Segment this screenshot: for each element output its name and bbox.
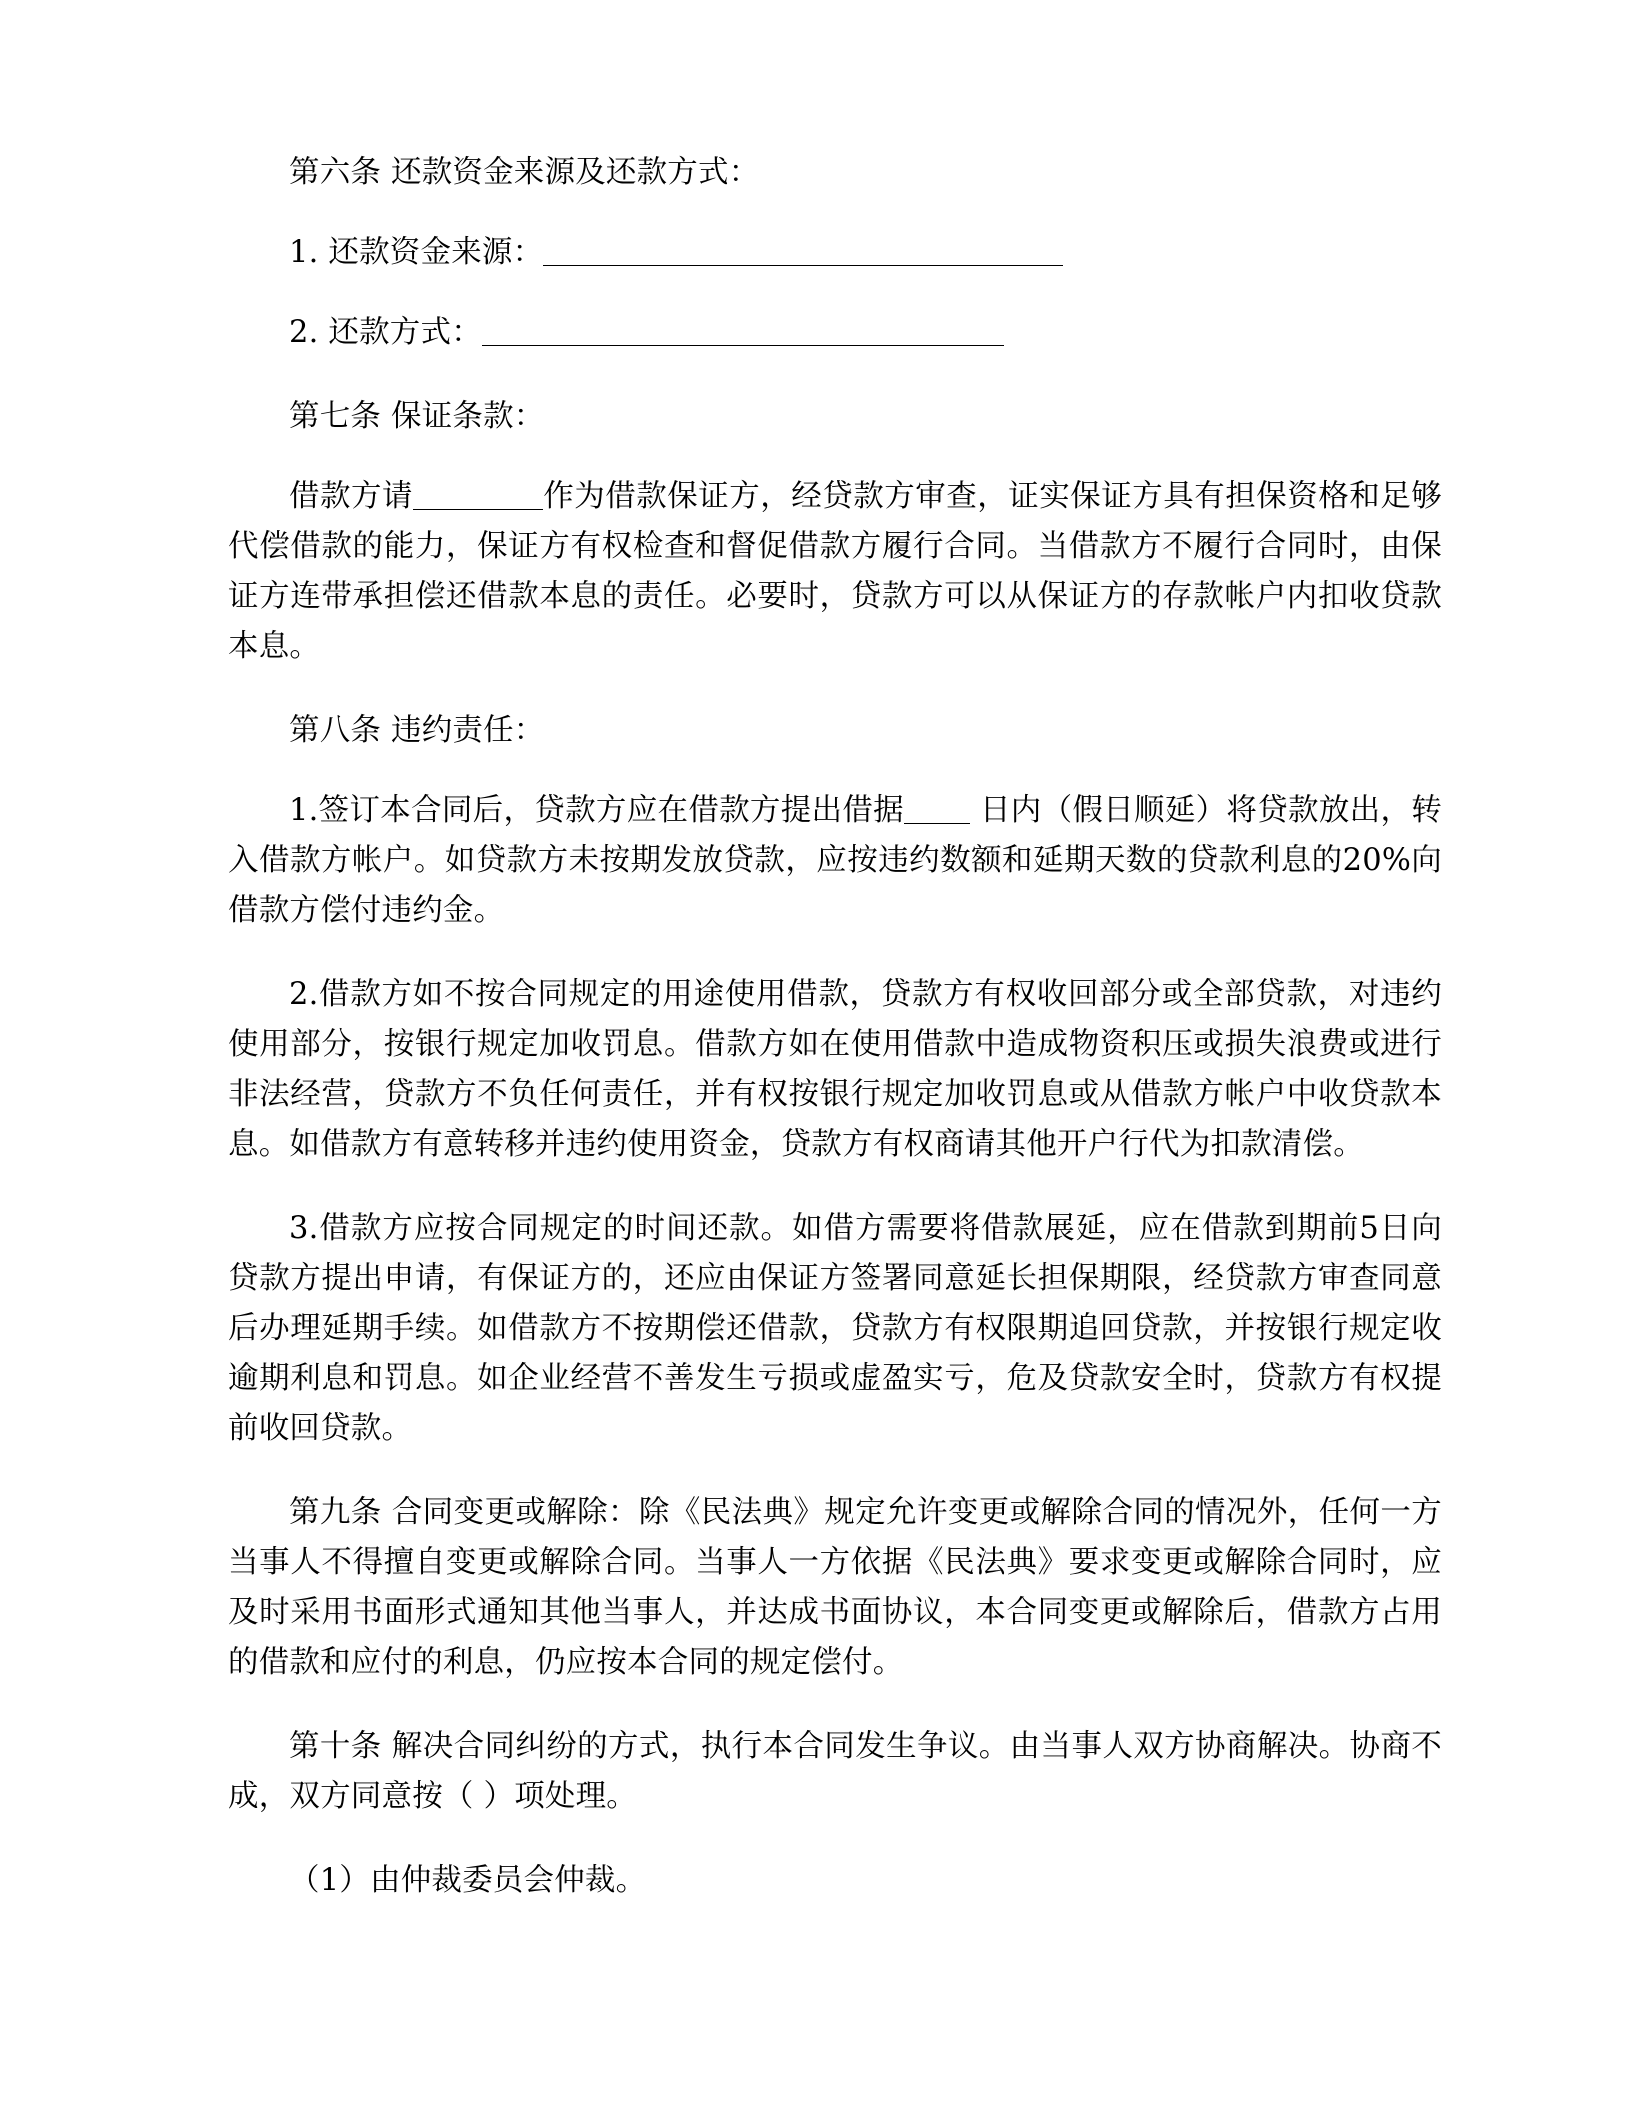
article-6-item-1-label: 1. 还款资金来源：: [289, 235, 544, 270]
article-8-item-1-text-before-blank: 签订本合同后，贷款方应在借款方提出借据: [318, 793, 904, 828]
repayment-method-blank[interactable]: [482, 345, 1004, 346]
article-8-item-1-number: 1.: [289, 793, 319, 828]
article-6-item-2: [228, 308, 1442, 358]
article-9-body: 第九条 合同变更或解除：除《民法典》规定允许变更或解除合同的情况外，任何一方当事人不得擅自变更或解除合同。当事人一方依据《民法典》要求变更或解除合同时，应及时采用书面形式通知其他当事人，并达成书面协议，本合同变更或解除后，借款方占用的借款和应付的利息，仍应按本合同的规定偿付。: [228, 1495, 1442, 1680]
article-6-item-1: [228, 228, 1442, 278]
article-7-text-before-blank: 借款方请: [289, 479, 413, 514]
article-8-item-2: [228, 970, 1442, 1170]
article-10-body: 第十条 解决合同纠纷的方式，执行本合同发生争议。由当事人双方协商解决。协商不成，双方同意按（ ）项处理。: [228, 1729, 1442, 1814]
article-7-heading: 第七条 保证条款：: [289, 399, 545, 434]
article-8-heading: 第八条 违约责任：: [289, 713, 545, 748]
article-6-heading: 第六条 还款资金来源及还款方式：: [289, 155, 760, 190]
article-8-item-1: [228, 786, 1442, 936]
article-8-item-3-text: 借款方应按合同规定的时间还款。如借方需要将借款展延，应在借款到期前5日向贷款方提出申请，有保证方的，还应由保证方签署同意延长担保期限，经贷款方审查同意后办理延期手续。如借款方不按期偿还借款，贷款方有权限期追回贷款，并按银行规定收逾期利息和罚息。如企业经营不善发生亏损或虚盈实亏，危及贷款安全时，贷款方有权提前收回贷款。: [228, 1211, 1442, 1446]
article-10-option-1: （1）由仲裁委员会仲裁。: [289, 1863, 647, 1898]
article-8-item-2-number: 2.: [289, 977, 319, 1012]
document-body: [228, 148, 1442, 1906]
article-8-item-3-number: 3.: [289, 1211, 319, 1246]
loan-release-days-blank[interactable]: [904, 823, 970, 824]
article-8-item-1-text-after-blank: 日内（假日顺延）将贷款放出，转入借款方帐户。如贷款方未按期发放贷款，应按违约数额和延期天数的贷款利息的20%向借款方偿付违约金。: [228, 793, 1442, 928]
article-6-item-2-label: 2. 还款方式：: [289, 315, 482, 350]
article-7-text-after-blank: 作为借款保证方，经贷款方审查，证实保证方具有担保资格和足够代偿借款的能力，保证方有权检查和督促借款方履行合同。当借款方不履行合同时，由保证方连带承担偿还借款本息的责任。必要时，贷款方可以从保证方的存款帐户内扣收贷款本息。: [228, 479, 1442, 664]
article-8-item-3: [228, 1204, 1442, 1454]
repayment-source-blank[interactable]: [543, 265, 1063, 266]
guarantor-name-blank[interactable]: [413, 509, 543, 510]
article-8-item-2-text: 借款方如不按合同规定的用途使用借款，贷款方有权收回部分或全部贷款，对违约使用部分，按银行规定加收罚息。借款方如在使用借款中造成物资积压或损失浪费或进行非法经营，贷款方不负任何责任，并有权按银行规定加收罚息或从借款方帐户中收贷款本息。如借款方有意转移并违约使用资金，贷款方有权商请其他开户行代为扣款清偿。: [228, 977, 1442, 1162]
article-7-body: [228, 472, 1442, 672]
